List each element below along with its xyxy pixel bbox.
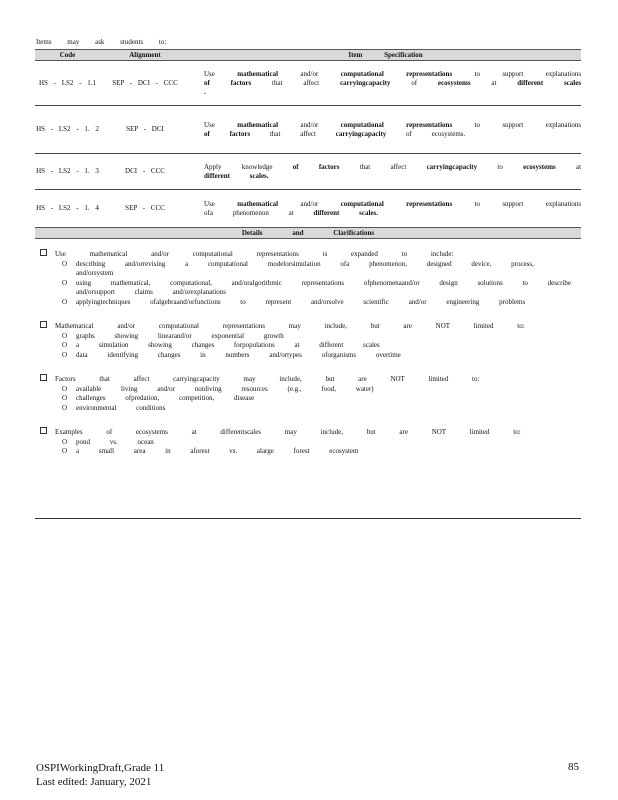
- spec-word: and/or: [300, 199, 319, 208]
- table-header-row: [35, 50, 581, 61]
- spec-word: affect: [303, 78, 320, 87]
- details-block: [40, 321, 580, 360]
- spec-word: scales.: [359, 208, 378, 217]
- spec-word: explanations: [545, 199, 582, 208]
- spec-word: that: [272, 78, 283, 87]
- spec-word: ofa: [204, 208, 213, 217]
- spec-word: computational: [340, 120, 384, 129]
- footer-title: OSPIWorkingDraft,Grade 11: [36, 762, 165, 774]
- spec-word: mathematical: [237, 69, 279, 78]
- spec-word: Use: [204, 120, 215, 129]
- table-row: [35, 154, 581, 190]
- list-item: O environmental conditions: [62, 403, 166, 412]
- list-item: O available living and/or nonliving resources (e.g., food, water): [62, 384, 374, 393]
- footer-edited: Last edited: January, 2021: [36, 776, 152, 788]
- row-alignment: SEP - CCC: [125, 204, 165, 212]
- spec-word: support: [502, 69, 524, 78]
- spec-word: affect: [390, 162, 407, 171]
- block-heading: Mathematical and/or computational representations may include, but are NOT limited to:: [40, 321, 580, 332]
- list-item: O applyingtechniques ofalgebraand/orfunctions to represent and/orsolve scientific and/or engineering problems: [62, 297, 526, 306]
- row-alignment: SEP - DCI: [100, 106, 190, 154]
- details-header-row: [35, 228, 581, 239]
- square-bullet-icon: [40, 427, 47, 434]
- spec-word: different: [313, 208, 340, 217]
- list-item: O challenges ofpredation, competition, disease: [62, 394, 255, 402]
- spec-word: of: [406, 129, 412, 138]
- spec-word: support: [502, 120, 524, 129]
- list-item: O pond vs. ocean: [62, 437, 154, 446]
- details-header: Details and Clarifications: [35, 228, 581, 239]
- spec-word: .: [204, 87, 206, 96]
- alignment-header: Alignment: [129, 50, 161, 59]
- footer: [36, 761, 164, 789]
- spec-word: carryingcapacity: [426, 162, 478, 171]
- spec-word: explanations: [545, 120, 582, 129]
- spec-word: mathematical: [237, 120, 279, 129]
- row-spec: [190, 190, 581, 228]
- spec-word: explanations: [545, 69, 582, 78]
- page-number: 85: [568, 761, 579, 773]
- block-heading: Factors that affect carryingcapacity may include, but are NOT limited to:: [40, 374, 580, 385]
- spec-word: that: [359, 162, 371, 171]
- spec-word: representations: [406, 199, 453, 208]
- spec-word: knowledge: [241, 162, 273, 171]
- row-code: HS - LS2 - 1. 4: [36, 204, 99, 212]
- spec-word: phenomenon: [232, 208, 269, 217]
- spec-word: ecosystems.: [431, 129, 466, 138]
- spec-word: different: [517, 78, 544, 87]
- spec-word: and/or: [300, 69, 319, 78]
- spec-word: Use: [204, 199, 215, 208]
- spec-word: ecosystems: [523, 162, 556, 171]
- spec-word: scales.: [249, 171, 269, 180]
- spec-word: of factors: [204, 129, 251, 138]
- square-bullet-icon: [40, 321, 47, 328]
- spec-word: and/or: [300, 120, 319, 129]
- spec-header: Item Specification: [348, 50, 423, 59]
- row-code: HS - LS2 - 1. 2: [35, 106, 100, 154]
- list-item: O graphs showing linearand/or exponential growth: [62, 331, 284, 340]
- table-row: [35, 190, 581, 228]
- block-heading: Use mathematical and/or computational representations is expanded to include:: [40, 249, 580, 260]
- code-header: Code: [59, 50, 76, 59]
- details-section: [40, 249, 580, 471]
- spec-word: carryingcapacity: [335, 129, 387, 138]
- row-spec: [190, 61, 581, 106]
- square-bullet-icon: [40, 374, 47, 381]
- intro-text: Items may ask students to:: [36, 38, 167, 46]
- list-item: O a simulation showing changes forpopulations at different scales: [62, 341, 380, 349]
- row-code: HS - LS2 - 1.1: [35, 61, 100, 106]
- block-heading: Examples of ecosystems at differentscales may include, but are NOT limited to:: [40, 427, 580, 438]
- spec-word: at: [491, 78, 497, 87]
- spec-word: computational: [340, 199, 384, 208]
- details-block: [40, 249, 580, 307]
- spec-word: ecosystems: [437, 78, 471, 87]
- spec-word: to: [474, 199, 480, 208]
- spec-word: scales: [563, 78, 582, 87]
- square-bullet-icon: [40, 249, 47, 256]
- spec-word: representations: [406, 120, 453, 129]
- spec-word: Apply: [204, 162, 222, 171]
- spec-word: representations: [406, 69, 453, 78]
- spec-word: affect: [300, 129, 316, 138]
- item-specification-table: [35, 49, 581, 239]
- spec-word: mathematical: [237, 199, 279, 208]
- row-alignment: SEP - DCI - CCC: [100, 61, 190, 106]
- list-item: O data identifying changes in numbers and/ortypes oforganisms overtime: [62, 350, 401, 359]
- spec-word: different: [204, 171, 230, 180]
- list-item: O describing and/orrevising a computational modelorsimulation ofa phenomenon, designed device, process, and/orsystem: [62, 259, 534, 277]
- spec-word: computational: [340, 69, 384, 78]
- row-alignment: DCI - CCC: [100, 154, 190, 190]
- spec-word: to: [474, 120, 480, 129]
- details-block: [40, 427, 580, 457]
- section-divider: [35, 518, 581, 519]
- list-item: O a small area in aforest vs. alarge forest ecosystem: [62, 447, 359, 455]
- details-block: [40, 374, 580, 413]
- row-spec: [190, 106, 581, 154]
- spec-word: at: [288, 208, 294, 217]
- spec-word: to: [497, 162, 503, 171]
- spec-word: carryingcapacity: [339, 78, 391, 87]
- spec-word: of: [411, 78, 418, 87]
- spec-word: at: [576, 162, 582, 171]
- list-item: O using mathematical, computational, and/oralgorithmic representations ofphenomenaand/or design solutions to describe and/orsupport claims and/orexplanations: [62, 278, 571, 296]
- row-code: HS - LS2 - 1. 3: [35, 154, 100, 190]
- spec-word: that: [269, 129, 281, 138]
- spec-word: support: [502, 199, 524, 208]
- table-row: [35, 61, 581, 106]
- row-spec: [190, 154, 581, 190]
- spec-word: of factors: [292, 162, 340, 171]
- spec-word: Use: [204, 69, 215, 78]
- table-row: [35, 106, 581, 154]
- spec-word: of factors: [204, 78, 252, 87]
- spec-word: to: [474, 69, 480, 78]
